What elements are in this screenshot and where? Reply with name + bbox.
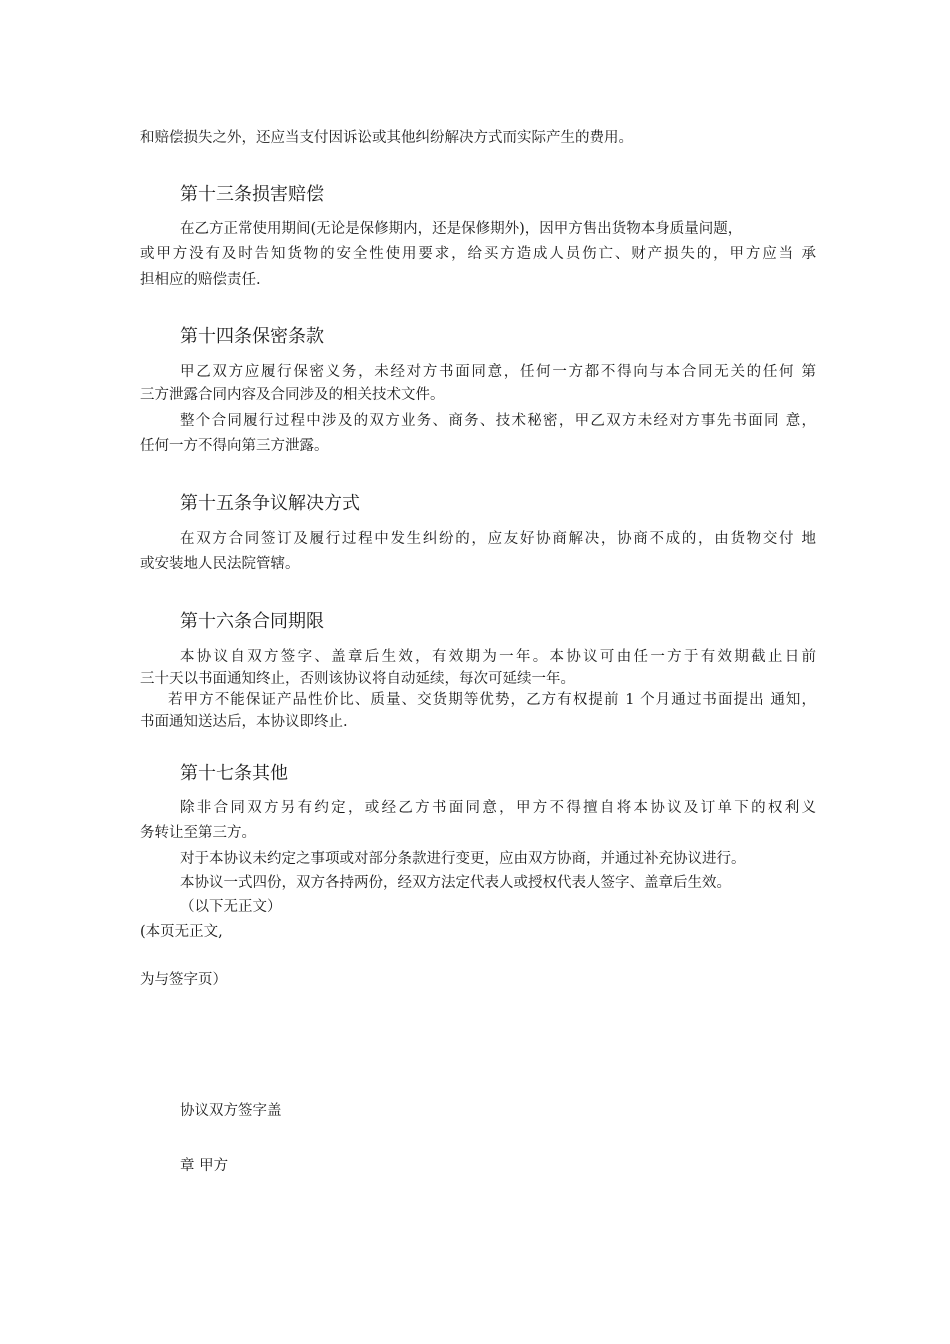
section-17-p1-line-1: 除非合同双方另有约定，或经乙方书面同意，甲方不得擅自将本协议及订单下的权利义 [180,800,816,816]
section-14-title: 第十四条保密条款 [180,326,324,347]
tail-line-1: (本页无正文, [140,924,223,940]
section-13-line-3: 担相应的赔偿责任. [140,272,261,288]
section-17-title: 第十七条其他 [180,763,288,784]
section-17-p3: 本协议一式四份，双方各持两份，经双方法定代表人或授权代表人签字、盖章后生效。 [180,875,731,891]
intro-line: 和赔偿损失之外，还应当支付因诉讼或其他纠纷解决方式而实际产生的费用。 [140,130,633,146]
section-15-line-1: 在双方合同签订及履行过程中发生纠纷的，应友好协商解决，协商不成的，由货物交付 地 [180,531,816,547]
section-14-p1-line-1: 甲乙双方应履行保密义务，未经对方书面同意，任何一方都不得向与本合同无关的任何 第 [180,364,816,380]
section-13-line-1: 在乙方正常使用期间(无论是保修期内，还是保修期外)，因甲方售出货物本身质量问题， [180,221,743,237]
section-13-title: 第十三条损害赔偿 [180,184,324,205]
section-16-p1-line-2: 三十天以书面通知终止，否则该协议将自动延续，每次可延续一年。 [140,671,575,687]
section-16-p1-line-1: 本协议自双方签字、盖章后生效，有效期为一年。本协议可由任一方于有效期截止日前 [180,649,816,665]
section-16-title: 第十六条合同期限 [180,611,324,632]
section-17-p4: （以下无正文） [180,899,282,915]
section-17-p2: 对于本协议未约定之事项或对部分条款进行变更，应由双方协商，并通过补充协议进行。 [180,851,746,867]
section-14-p2-line-1: 整个合同履行过程中涉及的双方业务、商务、技术秘密，甲乙双方未经对方事先书面同 意， [180,413,816,429]
signature-line-2: 章 甲方 [180,1158,229,1174]
section-14-p2-line-2: 任何一方不得向第三方泄露。 [140,438,329,454]
section-17-p1-line-2: 务转让至第三方。 [140,825,256,841]
section-16-p2-line-2: 书面通知送达后，本协议即终止. [140,714,348,730]
section-15-line-2: 或安装地人民法院管辖。 [140,556,300,572]
tail-line-2: 为与签字页） [140,972,227,988]
section-16-p2-line-1: 若甲方不能保证产品性价比、质量、交货期等优势，乙方有权提前 1 个月通过书面提出 通知， [168,692,816,708]
section-13-line-2: 或甲方没有及时告知货物的安全性使用要求，给买方造成人员伤亡、财产损失的，甲方应当 承 [140,246,816,262]
section-14-p1-line-2: 三方泄露合同内容及合同涉及的相关技术文件。 [140,387,445,403]
signature-line-1: 协议双方签字盖 [180,1103,282,1119]
section-15-title: 第十五条争议解决方式 [180,493,360,514]
